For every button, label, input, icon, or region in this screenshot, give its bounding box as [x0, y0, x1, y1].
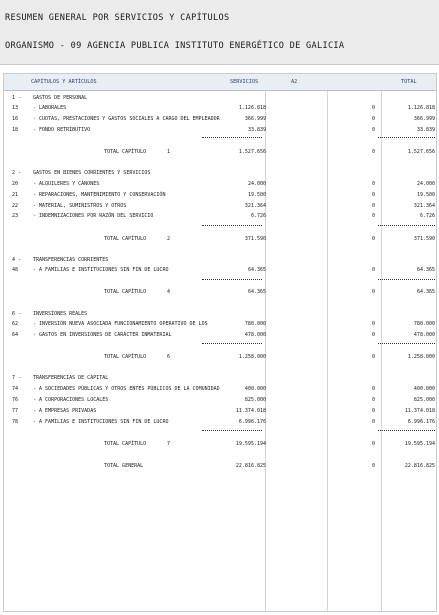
table-row: [4, 213, 436, 221]
col-articles: CAPÍTULOS Y ARTÍCULOS: [31, 79, 97, 85]
grand-total-label: TOTAL GENERAL: [104, 463, 144, 469]
services-value: 1.126.818: [238, 105, 266, 111]
total-value: 1.258.000: [407, 354, 435, 360]
col-a2: A2: [291, 79, 298, 85]
chapter-total-row: [4, 354, 436, 362]
total-value: 6.726: [419, 213, 435, 219]
a2-value: 0: [371, 321, 375, 327]
table-row: [4, 408, 436, 416]
a2-value: 0: [371, 289, 375, 295]
services-value: 371.590: [244, 236, 266, 242]
article-name: - A FAMILIAS E INSTITUCIONES SIN FIN DE LUCRO: [33, 267, 169, 273]
services-value: 11.374.018: [235, 408, 266, 414]
chapter-row: [4, 257, 436, 265]
report-title: RESUMEN GENERAL POR SERVICIOS Y CAPÍTULOS: [5, 13, 230, 23]
table-row: [4, 127, 436, 135]
chapter-total-number: 1: [167, 149, 171, 155]
col-services: SERVICIOS: [230, 79, 259, 85]
article-code: 64: [12, 332, 19, 338]
services-value: 780.000: [244, 321, 266, 327]
services-value: 400.000: [244, 386, 266, 392]
services-value: 6.996.176: [238, 419, 266, 425]
article-code: 18: [12, 127, 19, 133]
article-code: 74: [12, 386, 19, 392]
table-column-header: [4, 74, 436, 91]
chapter-code: 1 -: [12, 95, 22, 101]
article-code: 22: [12, 203, 19, 209]
total-value: 64.365: [416, 289, 435, 295]
table-row: [4, 419, 436, 427]
total-value: 22.816.825: [404, 463, 435, 469]
chapter-row: [4, 311, 436, 319]
chapter-total-number: 6: [167, 354, 171, 360]
total-value: 6.996.176: [407, 419, 435, 425]
article-code: 23: [12, 213, 19, 219]
chapter-name: GASTOS DE PERSONAL: [33, 95, 88, 101]
a2-value: 0: [371, 105, 375, 111]
budget-table: [3, 73, 437, 612]
total-value: 825.000: [413, 397, 435, 403]
article-code: 77: [12, 408, 19, 414]
chapter-total-number: 2: [167, 236, 171, 242]
chapter-name: GASTOS EN BIENES CORRIENTES Y SERVICIOS: [33, 170, 151, 176]
chapter-name: INVERSIONES REALES: [33, 311, 88, 317]
services-value: 825.000: [244, 397, 266, 403]
col-total: TOTAL: [401, 79, 417, 85]
article-code: 76: [12, 397, 19, 403]
article-name: - A SOCIEDADES PÚBLICAS Y OTROS ENTES PÚBLICOS DE LA COMUNIDAD: [33, 386, 220, 392]
article-code: 13: [12, 105, 19, 111]
a2-value: 0: [371, 354, 375, 360]
a2-value: 0: [371, 116, 375, 122]
a2-value: 0: [371, 386, 375, 392]
subtotal-rule: [202, 430, 262, 431]
article-name: - A CORPORACIONES LOCALES: [33, 397, 109, 403]
a2-value: 0: [371, 213, 375, 219]
total-value: 478.000: [413, 332, 435, 338]
total-value: 33.839: [416, 127, 435, 133]
chapter-row: [4, 170, 436, 178]
services-value: 1.258.000: [238, 354, 266, 360]
table-row: [4, 397, 436, 405]
article-code: 20: [12, 181, 19, 187]
grand-total-row: [4, 463, 436, 471]
table-row: [4, 332, 436, 340]
services-value: 19.595.194: [235, 441, 266, 447]
total-value: 780.000: [413, 321, 435, 327]
table-row: [4, 181, 436, 189]
chapter-row: [4, 95, 436, 103]
a2-value: 0: [371, 332, 375, 338]
chapter-total-label: TOTAL CAPÍTULO: [104, 236, 147, 242]
total-value: 366.999: [413, 116, 435, 122]
article-name: - REPARACIONES, MANTENIMIENTO Y CONSERVACIÓN: [33, 192, 166, 198]
total-value: 371.590: [413, 236, 435, 242]
subtotal-rule: [202, 137, 262, 138]
article-name: - A EMPRESAS PRIVADAS: [33, 408, 97, 414]
subtotal-rule: [202, 343, 262, 344]
article-name: - FONDO RETRIBUTIVO: [33, 127, 91, 133]
a2-value: 0: [371, 419, 375, 425]
subtotal-rule: [378, 137, 435, 138]
article-name: - LABORALES: [33, 105, 67, 111]
subtotal-rule: [378, 430, 435, 431]
table-row: [4, 267, 436, 275]
chapter-code: 6 -: [12, 311, 22, 317]
table-row: [4, 386, 436, 394]
chapter-total-label: TOTAL CAPÍTULO: [104, 441, 147, 447]
article-name: - CUOTAS, PRESTACIONES Y GASTOS SOCIALES A CARGO DEL EMPLEADOR: [33, 116, 220, 122]
subtotal-rule: [378, 225, 435, 226]
total-value: 11.374.018: [404, 408, 435, 414]
a2-value: 0: [371, 203, 375, 209]
chapter-total-label: TOTAL CAPÍTULO: [104, 354, 147, 360]
chapter-row: [4, 375, 436, 383]
total-value: 64.365: [416, 267, 435, 273]
chapter-total-row: [4, 289, 436, 297]
services-value: 19.500: [247, 192, 266, 198]
chapter-total-row: [4, 441, 436, 449]
article-name: - ALQUILERES Y CÁNONES: [33, 181, 100, 187]
services-value: 24.000: [247, 181, 266, 187]
chapter-total-label: TOTAL CAPÍTULO: [104, 149, 147, 155]
a2-value: 0: [371, 127, 375, 133]
total-value: 19.500: [416, 192, 435, 198]
chapter-total-number: 7: [167, 441, 171, 447]
total-value: 24.000: [416, 181, 435, 187]
table-row: [4, 105, 436, 113]
total-value: 321.364: [413, 203, 435, 209]
article-name: - MATERIAL, SUMINISTROS Y OTROS: [33, 203, 127, 209]
services-value: 22.816.825: [235, 463, 266, 469]
total-value: 400.000: [413, 386, 435, 392]
total-value: 19.595.194: [404, 441, 435, 447]
a2-value: 0: [371, 267, 375, 273]
chapter-code: 2 -: [12, 170, 22, 176]
article-code: 16: [12, 116, 19, 122]
services-value: 64.365: [247, 267, 266, 273]
table-row: [4, 116, 436, 124]
a2-value: 0: [371, 397, 375, 403]
subtotal-rule: [202, 279, 262, 280]
article-code: 62: [12, 321, 19, 327]
services-value: 1.527.656: [238, 149, 266, 155]
services-value: 321.364: [244, 203, 266, 209]
article-code: 78: [12, 419, 19, 425]
a2-value: 0: [371, 181, 375, 187]
organism-title: ORGANISMO - 09 AGENCIA PUBLICA INSTITUTO ENERGÉTICO DE GALICIA: [5, 41, 345, 51]
a2-value: 0: [371, 236, 375, 242]
chapter-name: TRANSFERENCIAS CORRIENTES: [33, 257, 109, 263]
report-header: [0, 0, 439, 65]
table-row: [4, 192, 436, 200]
chapter-total-row: [4, 149, 436, 157]
subtotal-rule: [202, 225, 262, 226]
a2-value: 0: [371, 408, 375, 414]
table-row: [4, 321, 436, 329]
chapter-name: TRANSFERENCIAS DE CAPITAL: [33, 375, 109, 381]
chapter-code: 4 -: [12, 257, 22, 263]
article-name: - GASTOS EN INVERSIONES DE CARÁCTER INMATERIAL: [33, 332, 172, 338]
article-name: - INVERSIÓN NUEVA ASOCIADA FUNCIONAMIENTO OPERATIVO DE LOS: [33, 321, 208, 327]
a2-value: 0: [371, 463, 375, 469]
article-name: - INDEMNIZACIONES POR RAZÓN DEL SERVICIO: [33, 213, 154, 219]
subtotal-rule: [378, 343, 435, 344]
article-code: 21: [12, 192, 19, 198]
a2-value: 0: [371, 192, 375, 198]
a2-value: 0: [371, 149, 375, 155]
subtotal-rule: [378, 279, 435, 280]
chapter-total-row: [4, 236, 436, 244]
services-value: 478.000: [244, 332, 266, 338]
article-code: 48: [12, 267, 19, 273]
services-value: 33.839: [247, 127, 266, 133]
a2-value: 0: [371, 441, 375, 447]
services-value: 366.999: [244, 116, 266, 122]
table-row: [4, 203, 436, 211]
total-value: 1.527.656: [407, 149, 435, 155]
chapter-total-number: 4: [167, 289, 171, 295]
chapter-code: 7 -: [12, 375, 22, 381]
chapter-total-label: TOTAL CAPÍTULO: [104, 289, 147, 295]
services-value: 6.726: [250, 213, 266, 219]
total-value: 1.126.818: [407, 105, 435, 111]
services-value: 64.365: [247, 289, 266, 295]
article-name: - A FAMILIAS E INSTITUCIONES SIN FIN DE LUCRO: [33, 419, 169, 425]
